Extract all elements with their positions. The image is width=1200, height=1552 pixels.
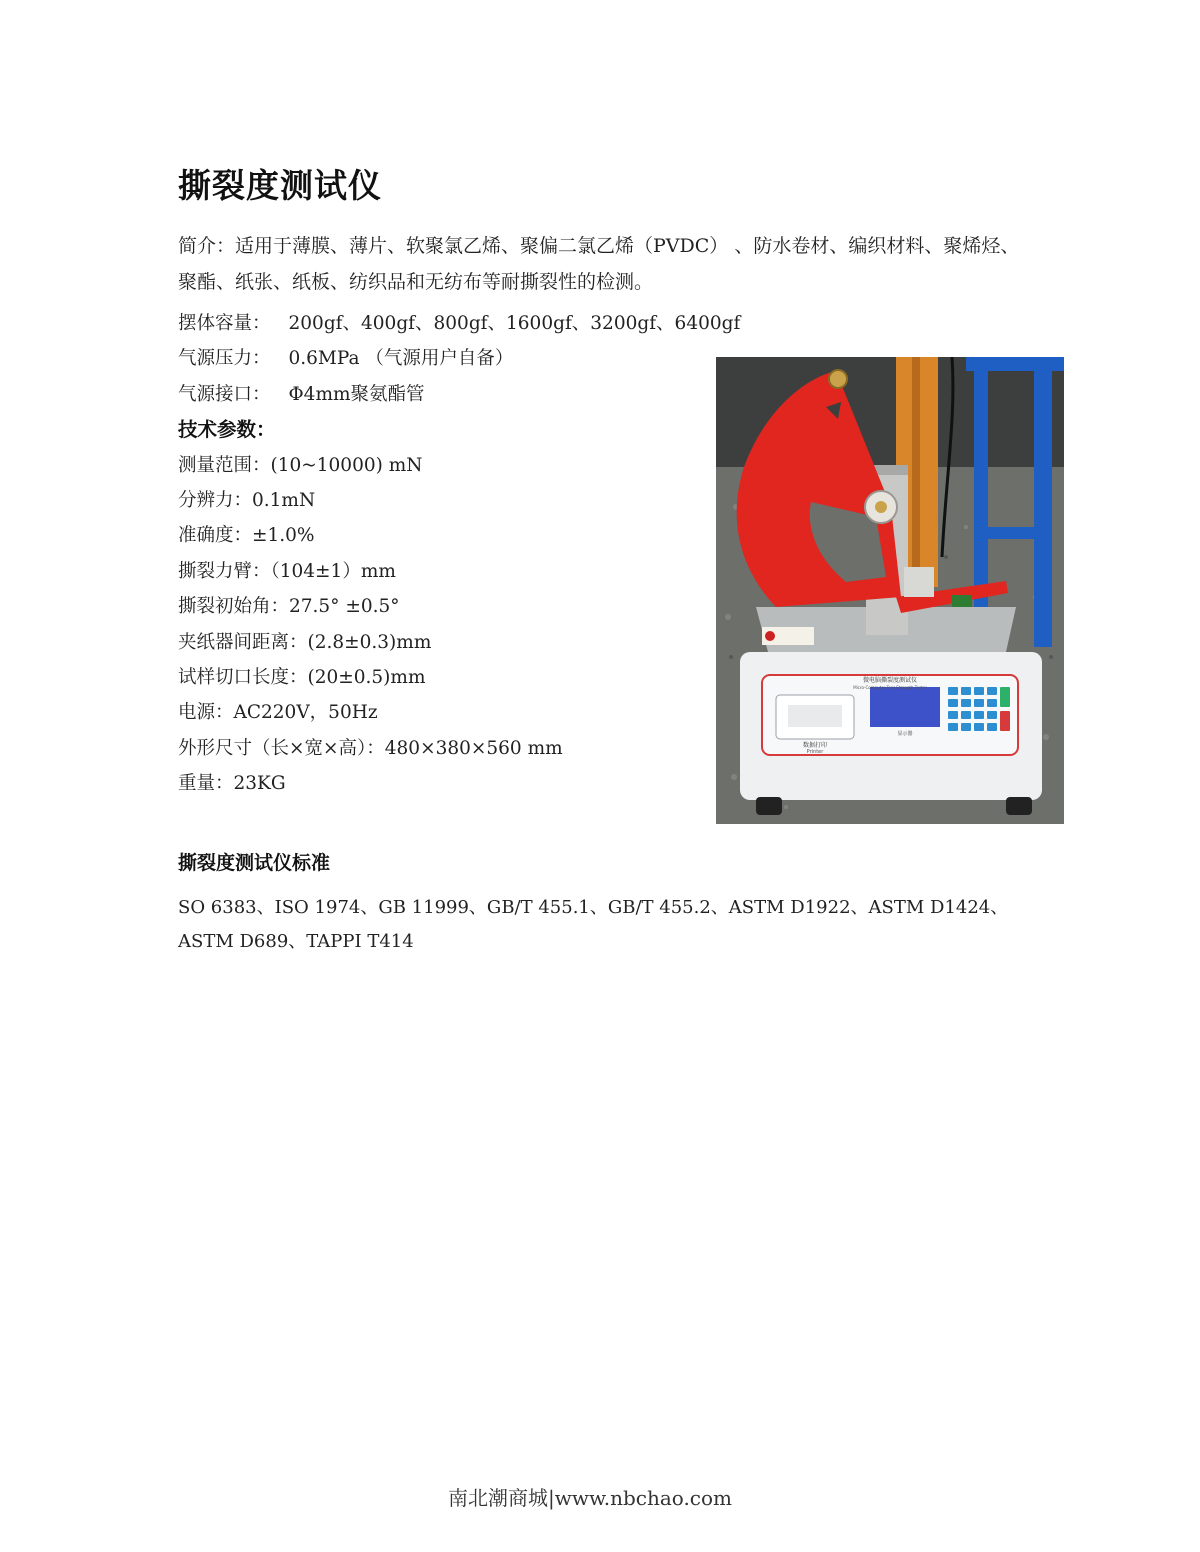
tech-param-range: 测量范围：(10~10000) mN xyxy=(178,454,423,476)
panel-subtitle: Micro-Computer Tear Strength Tester xyxy=(853,685,927,690)
spec-value: 200gf、400gf、800gf、1600gf、3200gf、6400gf xyxy=(288,313,741,334)
product-photo xyxy=(716,357,1064,824)
tech-param-clamp-distance: 夹纸器间距离：(2.8±0.3)mm xyxy=(178,631,432,653)
printer-label-en: Printer xyxy=(806,749,824,755)
tech-param-angle: 撕裂初始角：27.5° ±0.5° xyxy=(178,596,400,618)
spec-value: 0.6MPa （气源用户自备） xyxy=(288,348,514,370)
tech-param-accuracy: 准确度：±1.0% xyxy=(178,525,315,547)
spec-value: Φ4mm聚氨酯管 xyxy=(288,383,425,405)
page-title: 撕裂度测试仪 xyxy=(178,166,382,205)
display-label: 显示器 xyxy=(897,731,913,737)
lcd-display xyxy=(870,687,940,727)
spec-capacity xyxy=(178,306,741,341)
footer: 南北潮商城|www.nbchao.com xyxy=(447,1486,733,1510)
intro-paragraph: 简介：适用于薄膜、薄片、软聚氯乙烯、聚偏二氯乙烯（PVDC） 、防水卷材、编织材料、聚烯烃、聚酯、纸张、纸板、纺织品和无纺布等耐撕裂性的检测。 xyxy=(178,235,1020,293)
tech-param-arm: 撕裂力臂：（104±1）mm xyxy=(178,560,396,582)
tech-param-weight: 重量：23KG xyxy=(178,773,286,795)
tech-param-dimensions: 外形尺寸（长×宽×高）：480×380×560 mm xyxy=(178,737,563,759)
spec-label: 摆体容量： xyxy=(178,313,271,334)
panel-title: 微电脑撕裂度测试仪 xyxy=(862,677,918,684)
standards-text: SO 6383、ISO 1974、GB 11999、GB/T 455.1、GB/T 455.2、ASTM D1922、ASTM D1424、ASTM D689、TAPPI T414 xyxy=(178,897,1009,952)
tech-param-cut-length: 试样切口长度：(20±0.5)mm xyxy=(178,666,426,688)
printer-label: 数据打印 xyxy=(802,742,828,749)
spec-list xyxy=(178,306,741,801)
spec-label: 气源接口： xyxy=(178,383,271,405)
spec-label: 气源压力： xyxy=(178,348,271,370)
standards-title: 撕裂度测试仪标准 xyxy=(178,852,331,874)
spec-air-connector xyxy=(178,377,698,412)
spec-air-pressure xyxy=(178,341,698,376)
tech-param-resolution: 分辨力：0.1mN xyxy=(178,489,316,511)
tech-params-heading: 技术参数： xyxy=(178,418,276,442)
blue-frame xyxy=(974,357,988,617)
tech-param-power: 电源：AC220V，50Hz xyxy=(178,702,378,724)
